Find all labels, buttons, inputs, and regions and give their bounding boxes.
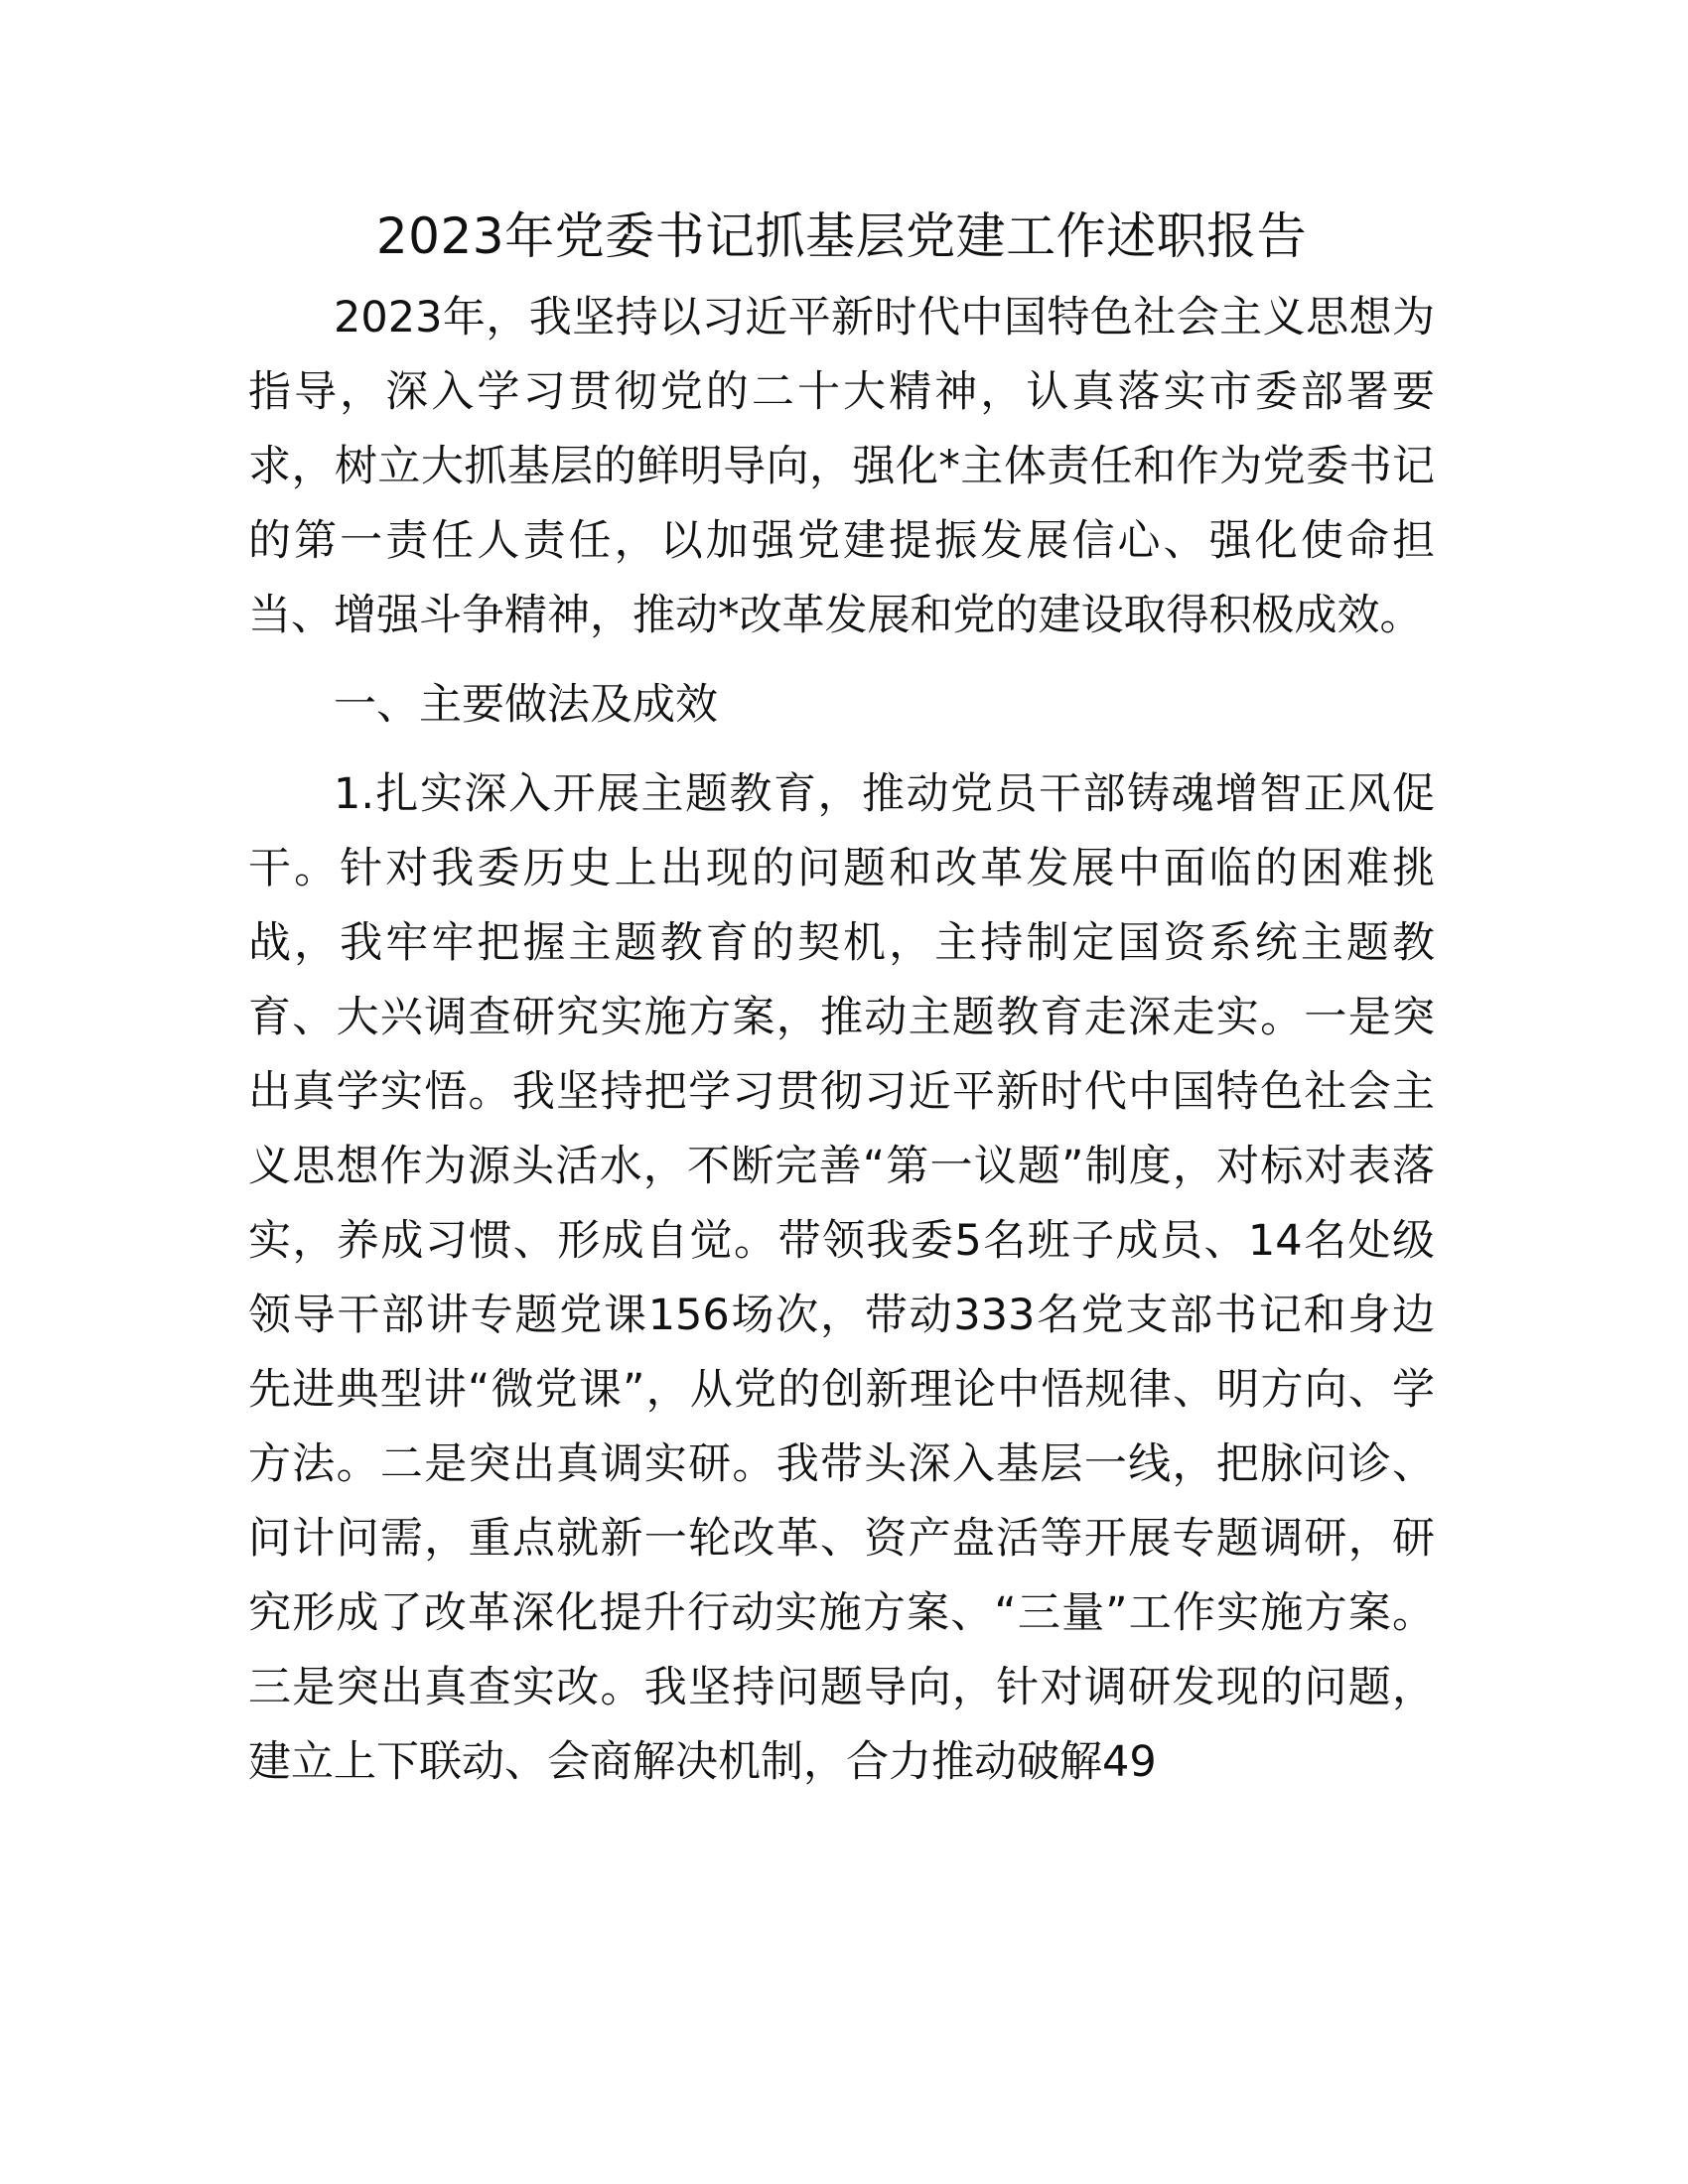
document-body [248, 197, 1435, 1800]
section-heading-main-practices: 一、主要做法及成效 [334, 680, 718, 730]
document-title: 2023年党委书记抓基层党建工作述职报告 [375, 207, 1308, 265]
intro-paragraph: 2023年，我坚持以习近平新时代中国特色社会主义思想为指导，深入学习贯彻党的二十大精神，认真落实市委部署要求，树立大抓基层的鲜明导向，强化*主体责任和作为党委书记的第一责任人责任，以加强党建提振发展信心、强化使命担当、增强斗争精神，推动*改革发展和党的建设取得积极成效。 [248, 293, 1435, 640]
theme-education-paragraph: 1.扎实深入开展主题教育，推动党员干部铸魂增智正风促干。针对我委历史上出现的问题和改革发展中面临的困难挑战，我牢牢把握主题教育的契机，主持制定国资系统主题教育、大兴调查研究实施方案，推动主题教育走深走实。一是突出真学实悟。我坚持把学习贯彻习近平新时代中国特色社会主义思想作为源头活水，不断完善“第一议题”制度，对标对表落实，养成习惯、形成自觉。带领我委5名班子成员、14名处级领导干部讲专题党课156场次，带动333名党支部书记和身边先进典型讲“微党课”，从党的创新理论中悟规律、明方向、学方法。二是突出真调实研。我带头深入基层一线，把脉问诊、问计问需，重点就新一轮改革、资产盘活等开展专题调研，研究形成了改革深化提升行动实施方案、“三量”工作实施方案。三是突出真查实改。我坚持问题导向，针对调研发现的问题，建立上下联动、会商解决机制，合力推动破解49 [248, 769, 1435, 1787]
